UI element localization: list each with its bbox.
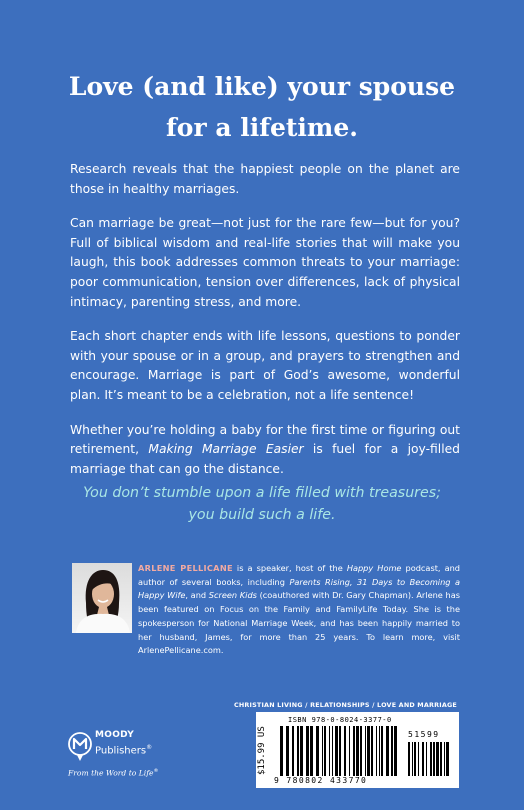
description-paragraph-4: Whether you’re holding a baby for the first time or figuring out retirement, Making Marriage Easier is fuel for a joy-filled marriage that can go the distance. — [70, 422, 460, 476]
publisher-name: MOODY — [95, 730, 135, 740]
headline — [0, 66, 524, 148]
description-paragraph-1: Research reveals that the happiest people on the planet are those in healthy marriages. — [70, 162, 460, 196]
publisher-subtitle: Publishers® — [95, 744, 153, 757]
barcode-bar — [324, 726, 326, 776]
author-photo — [72, 563, 132, 633]
barcode-bars — [280, 726, 398, 776]
barcode-bar — [440, 742, 442, 776]
barcode-bar — [381, 726, 383, 776]
barcode-bar — [344, 726, 346, 776]
description-paragraph-3: Each short chapter ends with life lessons, questions to ponder with your spouse or in a group, and prayers to strengthen and encourage. Marriage is part of God’s awesome, wonderful plan. It’s meant to be a celebration, not a life sentence! — [70, 329, 460, 402]
barcode-bar — [329, 726, 330, 776]
barcode-bar — [408, 742, 410, 776]
barcode-bar — [360, 726, 362, 776]
addon-digits: 51599 — [408, 730, 440, 739]
barcode-bar — [356, 726, 359, 776]
barcode-bar — [332, 726, 333, 776]
barcode-bar — [444, 742, 445, 776]
barcode-bar — [310, 726, 313, 776]
barcode-bar — [414, 742, 416, 776]
publisher-tagline: From the Word to Life® — [68, 768, 159, 778]
book-titles: Parents Rising, 31 Days to Becoming a Happy Wife — [138, 576, 460, 601]
barcode-bar — [292, 726, 294, 776]
headline-line-2: for a lifetime. — [166, 113, 358, 142]
barcode-bar — [422, 742, 424, 776]
isbn-label: ISBN 978-0-8024-3377-0 — [288, 716, 392, 724]
barcode-bar — [353, 726, 355, 776]
barcode-bar — [371, 726, 373, 776]
barcode-bar — [418, 742, 419, 776]
ean-digits: 9 780802 433770 — [274, 776, 368, 785]
barcode-bar — [367, 726, 370, 776]
barcode-bar — [430, 742, 432, 776]
barcode-bar — [306, 726, 309, 776]
barcode-bar — [426, 742, 427, 776]
book-title-screen-kids: Screen Kids — [208, 590, 257, 601]
barcode-bar — [297, 726, 299, 776]
barcode-bar — [446, 742, 449, 776]
barcode-bar — [322, 726, 323, 776]
barcode-bar — [365, 726, 366, 776]
barcode-bar — [394, 726, 397, 776]
barcode-bar — [391, 726, 393, 776]
pull-quote-line-2: you build such a life. — [188, 507, 336, 523]
headline-line-1: Love (and like) your spouse — [68, 72, 456, 101]
barcode-bar — [386, 726, 389, 776]
barcode-bar — [339, 726, 341, 776]
pull-quote — [50, 482, 474, 526]
description — [70, 160, 460, 494]
barcode-bar — [349, 726, 350, 776]
barcode-bar — [316, 726, 319, 776]
pull-quote-line-1: You don’t stumble upon a life filled with treasures; — [83, 485, 441, 501]
barcode-bar — [433, 742, 435, 776]
book-title: Making Marriage Easier — [148, 442, 304, 457]
description-paragraph-2: Can marriage be great—not just for the rare few—but for you? Full of biblical wisdom and real-life stories that will make you laugh, this book addresses common threats to your marriage: poor communication, tension over differences, lack of physical intimacy, parenting stress, and more. — [70, 216, 460, 309]
barcode-addon-bars — [408, 742, 454, 776]
barcode-bar — [379, 726, 380, 776]
barcode-box — [256, 712, 459, 788]
moody-logo-icon — [68, 732, 92, 762]
price-label: $15.99 US — [257, 726, 267, 776]
barcode-bar — [300, 726, 303, 776]
author-bio: ARLENE PELLICANE is a speaker, host of the Happy Home podcast, and author of several books, including Parents Rising, 31 Days to Becoming a Happy Wife, and Screen Kids (coauthored with Dr. Gary Chapman). Arlene has been featured on Focus on the Family and FamilyLife Today. She is the spokesperson for National Marriage Week, and has been happily married to her husband, James, for more than 25 years. To learn more, visit ArlenePellicane.com. — [138, 563, 460, 656]
author-name: ARLENE PELLICANE — [138, 563, 233, 573]
barcode-bar — [436, 742, 439, 776]
barcode-bar — [335, 726, 338, 776]
category-line: CHRISTIAN LIVING / RELATIONSHIPS / LOVE AND MARRIAGE — [233, 701, 457, 709]
barcode-bar — [376, 726, 377, 776]
barcode-bar — [280, 726, 283, 776]
podcast-title: Happy Home — [346, 563, 402, 573]
barcode-bar — [286, 726, 289, 776]
registered-mark: ® — [146, 744, 153, 751]
barcode-bar — [412, 742, 413, 776]
tagline-registered-mark: ® — [153, 768, 159, 774]
